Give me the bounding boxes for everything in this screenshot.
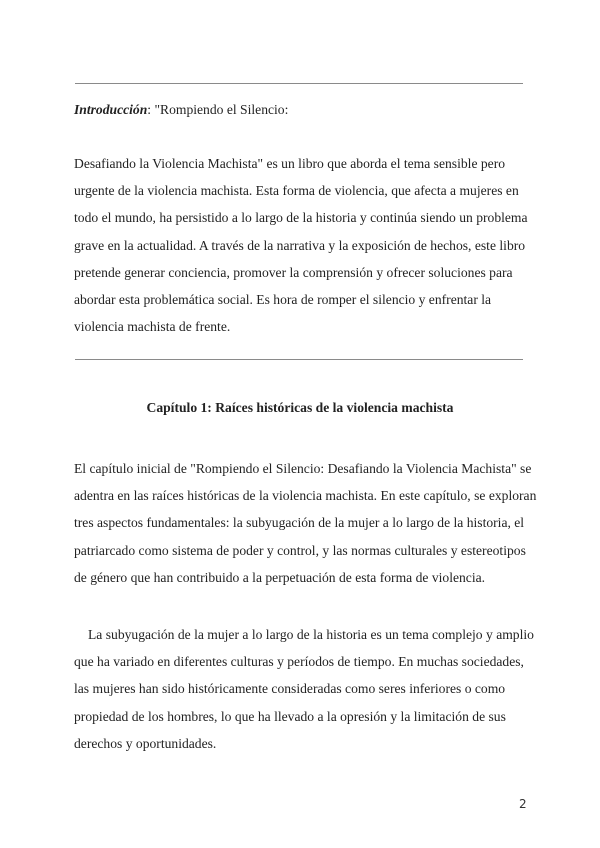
paragraph-line: que ha variado en diferentes culturas y períodos de tiempo. En muchas sociedades, (74, 654, 524, 670)
page-number: 2 (519, 797, 527, 811)
intro-line: todo el mundo, ha persistido a lo largo de la historia y continúa siendo un problema (74, 210, 528, 226)
paragraph-line: adentra en las raíces históricas de la violencia machista. En este capítulo, se exploran (74, 488, 537, 504)
paragraph-line: las mujeres han sido históricamente consideradas como seres inferiores o como (74, 681, 506, 697)
paragraph-line: patriarcado como sistema de poder y control, y las normas culturales y estereotipos (74, 542, 526, 558)
paragraph-line: derechos y oportunidades. (74, 735, 217, 751)
intro-line: grave en la actualidad. A través de la narrativa y la exposición de hechos, este libro (74, 237, 526, 253)
chapter-paragraph-1 (74, 455, 537, 591)
intro-line: urgente de la violencia machista. Esta forma de violencia, que afecta a mujeres en (74, 183, 519, 199)
intro-line: abordar esta problemática social. Es hora de romper el silencio y enfrentar la (74, 292, 492, 308)
top-divider (75, 83, 523, 84)
paragraph-line: de género que han contribuido a la perpetuación de esta forma de violencia. (74, 569, 486, 585)
intro-line: pretende generar conciencia, promover la comprensión y ofrecer soluciones para (74, 264, 513, 280)
intro-paragraph (74, 150, 526, 340)
intro-line: violencia machista de frente. (74, 319, 231, 335)
intro-label: Introducción (74, 102, 148, 117)
chapter-paragraph-2 (74, 621, 534, 757)
paragraph-line: La subyugación de la mujer a lo largo de la historia es un tema complejo y amplio (88, 627, 534, 642)
section-divider (75, 359, 523, 360)
intro-title (74, 96, 526, 123)
paragraph-line: tres aspectos fundamentales: la subyugación de la mujer a lo largo de la historia, el (74, 515, 525, 531)
intro-line: Desafiando la Violencia Machista" es un libro que aborda el tema sensible pero (74, 156, 506, 171)
intro-title-text: : "Rompiendo el Silencio: (147, 102, 289, 117)
chapter-heading: Capítulo 1: Raíces históricas de la violencia machista (146, 400, 454, 415)
paragraph-line: propiedad de los hombres, lo que ha llevado a la opresión y la limitación de sus (74, 708, 506, 724)
paragraph-line: El capítulo inicial de "Rompiendo el Silencio: Desafiando la Violencia Machista" se (74, 461, 532, 476)
